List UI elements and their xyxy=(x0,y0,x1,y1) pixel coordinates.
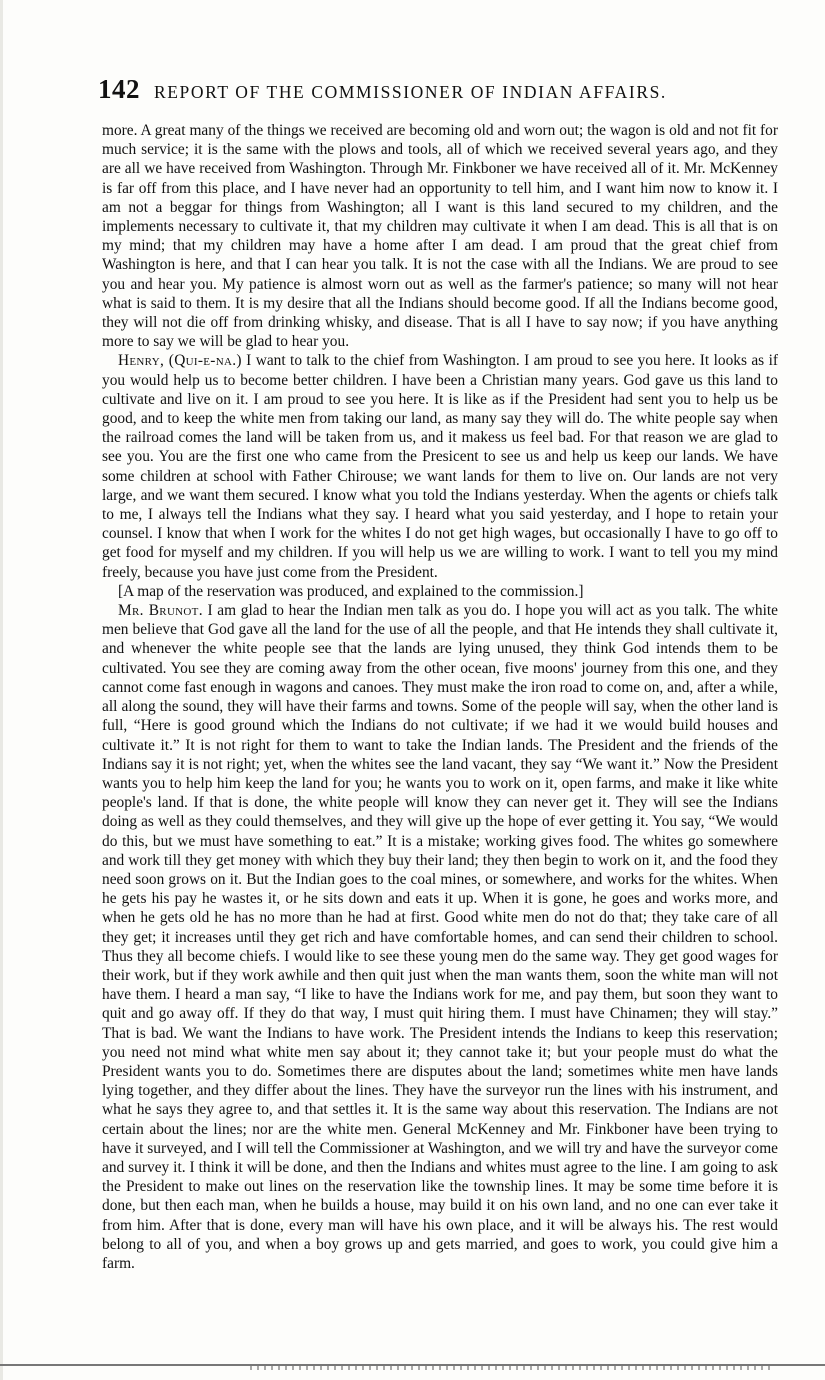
paragraph-brunot xyxy=(102,601,778,1273)
body-text xyxy=(102,121,778,1273)
running-head: REPORT OF THE COMMISSIONER OF INDIAN AFFAIRS. xyxy=(154,82,667,102)
page-number: 142 xyxy=(98,74,140,104)
speaker-name: Mr. Brunot. xyxy=(118,602,203,620)
paragraph-text: I am glad to hear the Indian men talk as you do. I hope you will act as you talk. The white men believe that God gave all the land for the use of all the people, and that He intends they shall cultivate it, and whenever the white people see that the lands are lying unused, they think God intends them to be cultivated. You see they are coming away from the other ocean, five moons' journey from this one, and they cannot come fast enough in wagons and canoes. They must make the iron road to come on, and, after a while, all along the sound, they will have their farms and towns. Some of the people will say, when the other land is full, “Here is good ground which the Indians do not cultivate; if we had it we would build houses and cultivate it.” It is not right for them to want to take the Indian lands. The President and the friends of the Indians say it is not right; yet, when the whites see the land vacant, they say “We want it.” Now the President wants you to help him keep the land for you; he wants you to work on it, open farms, and make it like white people's land. If that is done, the white people will know they can never get it. They will see the Indians doing as well as they could themselves, and they will give up the hope of ever getting it. You say, “We would do this, but we must have something to eat.” It is a mistake; working gives food. The whites go somewhere and work till they get money with which they buy their land; they then begin to work on it, and the food they need soon grows on it. But the Indian goes to the coal mines, or somewhere, and works for the whites. When he gets his pay he wastes it, or he sits down and eats it up. When it is gone, he goes and works more, and when he gets old he has no more than he had at first. Good white men do not do that; they take care of all they get; it increases until they get rich and have comfortable homes, and can send their children to school. Thus they all become chiefs. I would like to see these young men do the same way. They get good wages for their work, but if they work awhile and then quit just when the man wants them, soon the white man will not have them. I heard a man say, “I like to have the Indians work for me, and pay them, but soon they want to quit and go away off. If they do that way, I must quit hiring them. I must have Chinamen; they will stay.” That is bad. We want the Indians to have work. The President intends the Indians to keep this reservation; you need not mind what white men say about it; they cannot take it; but your people must do what the President wants you to do. Sometimes there are disputes about the land; sometimes white men have lands lying together, and they differ about the lines. They have the surveyor run the lines with his instrument, and what he says they agree to, and that settles it. It is the same way about this reservation. The Indians are not certain about the lines; nor are the white men. General McKenney and Mr. Finkboner have been trying to have it surveyed, and I will tell the Commissioner at Washington, and we will try and have the surveyor come and survey it. I think it will be done, and then the Indians and whites must agree to the line. I am going to ask the President to make out lines on the reservation like the township lines. It may be some time before it is done, but then each man, when he builds a house, may build it on his own land, and no one can ever take it from him. After that is done, every man will have his own place, and it will be always his. The rest would belong to all of you, and when a boy grows up and gets married, and goes to work, you could give him a farm. xyxy=(102,602,778,1272)
scan-edge xyxy=(0,0,3,1380)
bottom-edge-marks xyxy=(250,1366,770,1370)
page-header xyxy=(98,74,738,108)
paragraph-text: [A map of the reservation was produced, and explained to the commission.] xyxy=(118,582,584,600)
paragraph-text: more. A great many of the things we received are becoming old and worn out; the wagon is old and not fit for much service; it is the same with the plows and tools, all of which we received several years ago, and they are all we have received from Washington. Through Mr. Finkboner we have received all of it. Mr. McKenney is far off from this place, and I have never had an opportunity to tell him, and I want him now to know it. I am not a beggar for things from Washington; all I want is this land secured to my children, and the implements necessary to cultivate it, that my children may cultivate it when I am dead. This is all that is on my mind; that my children may have a home after I am dead. I am proud that the great chief from Washington is here, and that I can hear you talk. It is not the case with all the Indians. We are proud to see you and hear you. My patience is almost worn out as well as the farmer's patience; so many will not hear what is said to them. It is my desire that all the Indians should become good. If all the Indians become good, they will not die off from drinking whisky, and disease. That is all I have to say now; if you have anything more to say we will be glad to hear you. xyxy=(102,122,778,351)
paragraph-continuation xyxy=(102,121,778,351)
paragraph-map-note xyxy=(102,582,778,601)
paragraph-henry xyxy=(102,351,778,581)
paragraph-text: I want to talk to the chief from Washington. I am proud to see you here. It looks as if you would help us to become better children. I have been a Christian many years. God gave us this land to cultivate and live on it. I am proud to see you here. It is like as if the President had sent you to help us be good, and to keep the white men from taking our land, as many say they will do. The white people say when the railroad comes the land will be taken from us, and it makess us feel bad. For that reason we are glad to see you. You are the first one who came from the Presicent to see us and help us keep our lands. We have some children at school with Father Chirouse; we want lands for them to live on. Our lands are not very large, and we want them secured. I know what you told the Indians yesterday. When the agents or chiefs talk to me, I always tell the Indians what they say. I heard what you said yesterday, and I hope to retain your counsel. I know that when I work for the whites I do not get high wages, but occasionally I have to go off to get food for myself and my children. If you will help us we are willing to work. I want to tell you my mind freely, because you have just come from the President. xyxy=(102,352,778,581)
speaker-name: Henry, (Qui-e-na.) xyxy=(118,352,242,370)
